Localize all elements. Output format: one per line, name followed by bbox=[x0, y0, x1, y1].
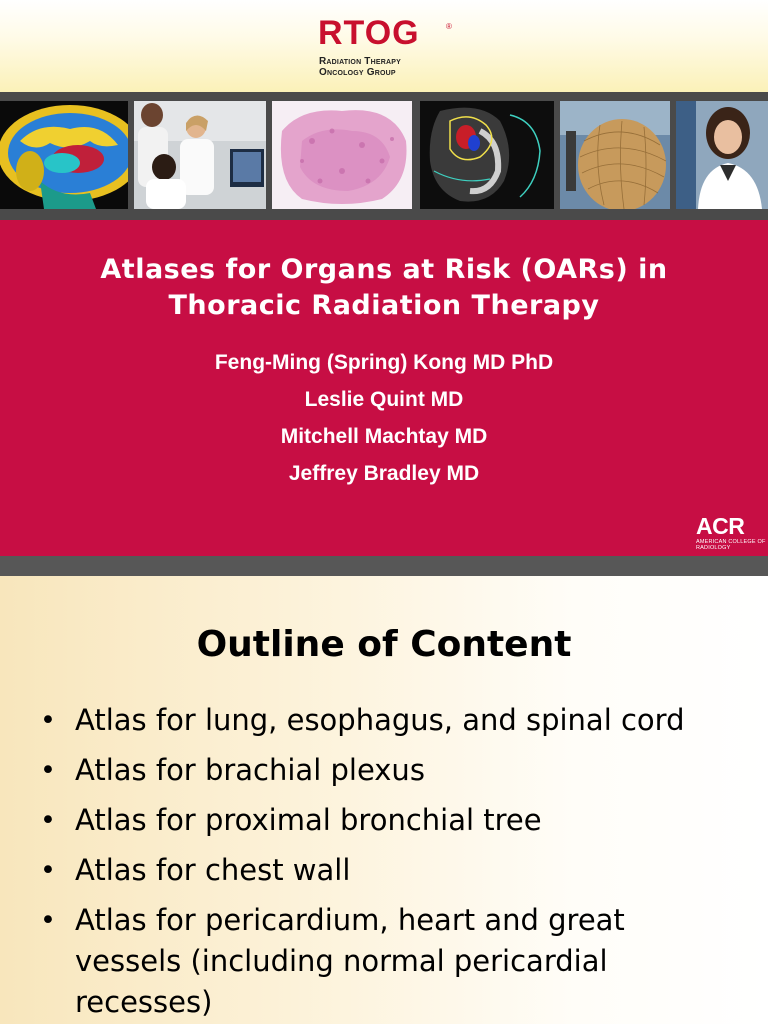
acr-subtitle-line2: RADIOLOGY bbox=[696, 545, 731, 551]
list-item bbox=[40, 900, 740, 1023]
list-item bbox=[40, 850, 740, 891]
bullet-icon: • bbox=[40, 855, 56, 886]
bullet-icon: • bbox=[40, 805, 56, 836]
bullet-icon: • bbox=[40, 905, 56, 936]
list-item-text: Atlas for pericardium, heart and great vessels (including normal pericardial recesses) bbox=[75, 903, 625, 1019]
author-list bbox=[0, 344, 768, 492]
brain-mri-photo bbox=[0, 101, 128, 209]
acr-subtitle-line1: AMERICAN COLLEGE OF bbox=[696, 539, 766, 545]
list-item-text: Atlas for brachial plexus bbox=[75, 753, 425, 787]
rtog-logo bbox=[318, 14, 453, 82]
title-line-2: Thoracic Radiation Therapy bbox=[168, 290, 600, 321]
author-name: Leslie Quint MD bbox=[304, 388, 464, 411]
logo-wordmark: RTOG bbox=[318, 14, 420, 52]
bullet-icon: • bbox=[40, 705, 56, 736]
list-item bbox=[40, 750, 740, 791]
list-item bbox=[40, 800, 740, 841]
logo-tagline-line1: Radiation Therapy bbox=[319, 56, 401, 67]
author-name: Jeffrey Bradley MD bbox=[288, 462, 480, 485]
slide-separator bbox=[0, 556, 768, 576]
logo-registered-mark: ® bbox=[446, 22, 452, 31]
ct-contour-scan-photo bbox=[420, 101, 554, 209]
outline-bullet-list bbox=[40, 700, 740, 1024]
logo-tagline-line2: Oncology Group bbox=[319, 67, 396, 78]
bullet-icon: • bbox=[40, 755, 56, 786]
author-name: Feng-Ming (Spring) Kong MD PhD bbox=[214, 351, 554, 374]
presentation-title bbox=[0, 252, 768, 324]
slide-header bbox=[0, 0, 768, 92]
acr-logo bbox=[694, 513, 766, 551]
list-item bbox=[40, 700, 740, 741]
outline-title: Outline of Content bbox=[196, 624, 572, 665]
tissue-histology-photo bbox=[272, 101, 412, 209]
author-name: Mitchell Machtay MD bbox=[280, 425, 488, 448]
outline-slide bbox=[0, 576, 768, 1024]
list-item-text: Atlas for proximal bronchial tree bbox=[75, 803, 542, 837]
list-item-text: Atlas for chest wall bbox=[75, 853, 351, 887]
photo-strip bbox=[0, 92, 768, 220]
acr-wordmark: ACR bbox=[696, 513, 745, 539]
list-item-text: Atlas for lung, esophagus, and spinal cord bbox=[75, 703, 685, 737]
clinicians-at-workstation-photo bbox=[134, 101, 266, 209]
physician-portrait-photo bbox=[676, 101, 768, 209]
title-band bbox=[0, 220, 768, 556]
radiation-mask-photo bbox=[560, 101, 670, 209]
title-line-1: Atlases for Organs at Risk (OARs) in bbox=[100, 254, 668, 285]
